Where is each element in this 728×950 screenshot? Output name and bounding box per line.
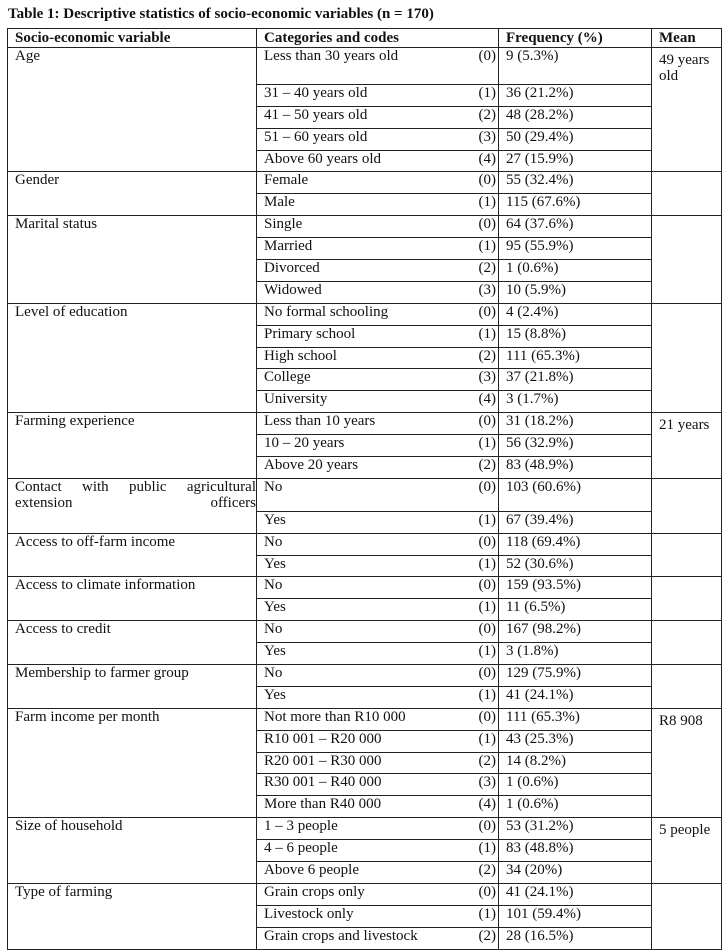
mean-cell: [652, 577, 722, 599]
category-cell: No: [257, 478, 456, 511]
table-row: [8, 216, 722, 238]
frequency-cell: 55 (32.4%): [499, 172, 652, 194]
code-cell: (2): [456, 260, 499, 282]
frequency-cell: 14 (8.2%): [499, 752, 652, 774]
code-cell: (2): [456, 752, 499, 774]
category-cell: Yes: [257, 555, 456, 577]
code-cell: (1): [456, 325, 499, 347]
mean-cell: [652, 128, 722, 150]
mean-cell: [652, 216, 722, 238]
frequency-cell: 103 (60.6%): [499, 478, 652, 511]
code-cell: (1): [456, 435, 499, 457]
code-cell: (0): [456, 413, 499, 435]
variable-name: Contact with public agricultural extension officers: [15, 478, 256, 512]
table-row: [8, 708, 722, 730]
frequency-cell: 1 (0.6%): [499, 774, 652, 796]
table-row: [8, 303, 722, 325]
code-cell: (1): [456, 643, 499, 665]
category-cell: 41 – 50 years old: [257, 106, 456, 128]
category-cell: Male: [257, 194, 456, 216]
variable-name: Access to climate information: [15, 577, 196, 594]
table-row: [8, 369, 722, 391]
header-frequency: Frequency (%): [499, 29, 652, 48]
table-row: [8, 391, 722, 413]
category-cell: University: [257, 391, 456, 413]
variable-cell: [8, 643, 257, 665]
variable-name: Size of household: [15, 818, 123, 835]
frequency-cell: 3 (1.7%): [499, 391, 652, 413]
table-row: [8, 730, 722, 752]
category-cell: Grain crops and livestock: [257, 927, 456, 949]
mean-cell: [652, 238, 722, 260]
header-row: [8, 29, 722, 48]
frequency-cell: 43 (25.3%): [499, 730, 652, 752]
code-cell: (0): [456, 478, 499, 511]
table-row: [8, 905, 722, 927]
mean-cell: [652, 927, 722, 949]
table-caption: Table 1: Descriptive statistics of socio-economic variables (n = 170): [8, 6, 434, 22]
variable-cell: [8, 905, 257, 927]
variable-cell: [8, 457, 257, 479]
frequency-cell: 36 (21.2%): [499, 84, 652, 106]
mean-cell: [652, 194, 722, 216]
mean-cell: [652, 347, 722, 369]
mean-cell: [652, 840, 722, 862]
code-cell: (2): [456, 347, 499, 369]
code-cell: (2): [456, 106, 499, 128]
table-row: [8, 325, 722, 347]
mean-cell: [652, 533, 722, 555]
code-cell: (0): [456, 303, 499, 325]
variable-cell: [8, 621, 257, 643]
variable-name: Membership to farmer group: [15, 665, 189, 682]
table-row: [8, 665, 722, 687]
code-cell: (1): [456, 730, 499, 752]
code-cell: (3): [456, 369, 499, 391]
code-cell: (1): [456, 84, 499, 106]
mean-cell: [652, 774, 722, 796]
table-row: [8, 48, 722, 85]
variable-cell: [8, 172, 257, 194]
code-cell: (0): [456, 818, 499, 840]
code-cell: (1): [456, 511, 499, 533]
statistics-table: [7, 28, 722, 950]
mean-cell: [652, 621, 722, 643]
table-row: [8, 621, 722, 643]
category-cell: Divorced: [257, 260, 456, 282]
table-row: [8, 555, 722, 577]
mean-cell: [652, 862, 722, 884]
category-cell: 31 – 40 years old: [257, 84, 456, 106]
variable-cell: [8, 435, 257, 457]
variable-name: Age: [15, 48, 40, 64]
table-row: [8, 774, 722, 796]
variable-cell: [8, 216, 257, 238]
variable-cell: [8, 150, 257, 172]
variable-name: Level of education: [15, 303, 128, 320]
mean-cell: [652, 643, 722, 665]
variable-name: Farm income per month: [15, 708, 160, 725]
category-cell: Above 20 years: [257, 457, 456, 479]
variable-cell: [8, 238, 257, 260]
frequency-cell: 53 (31.2%): [499, 818, 652, 840]
header-categories: Categories and codes: [257, 29, 499, 48]
code-cell: (0): [456, 172, 499, 194]
mean-cell: [652, 48, 722, 85]
mean-cell: [652, 665, 722, 687]
mean-cell: [652, 150, 722, 172]
table-row: [8, 686, 722, 708]
code-cell: (2): [456, 457, 499, 479]
table-row: [8, 643, 722, 665]
frequency-cell: 56 (32.9%): [499, 435, 652, 457]
mean-cell: [652, 435, 722, 457]
variable-name: Access to off-farm income: [15, 533, 176, 550]
frequency-cell: 15 (8.8%): [499, 325, 652, 347]
category-cell: Single: [257, 216, 456, 238]
category-cell: Married: [257, 238, 456, 260]
table-row: [8, 238, 722, 260]
frequency-cell: 27 (15.9%): [499, 150, 652, 172]
frequency-cell: 1 (0.6%): [499, 260, 652, 282]
variable-cell: [8, 730, 257, 752]
mean-cell: [652, 303, 722, 325]
frequency-cell: 48 (28.2%): [499, 106, 652, 128]
frequency-cell: 115 (67.6%): [499, 194, 652, 216]
category-cell: Female: [257, 172, 456, 194]
mean-cell: [652, 260, 722, 282]
category-cell: Above 60 years old: [257, 150, 456, 172]
frequency-cell: 111 (65.3%): [499, 347, 652, 369]
mean-cell: [652, 369, 722, 391]
variable-cell: [8, 84, 257, 106]
table-row: [8, 533, 722, 555]
mean-cell: [652, 818, 722, 840]
mean-cell: [652, 325, 722, 347]
mean-cell: [652, 106, 722, 128]
table-row: [8, 599, 722, 621]
table-row: [8, 84, 722, 106]
frequency-cell: 64 (37.6%): [499, 216, 652, 238]
mean-cell: [652, 599, 722, 621]
mean-cell: [652, 281, 722, 303]
code-cell: (2): [456, 927, 499, 949]
variable-cell: [8, 106, 257, 128]
frequency-cell: 167 (98.2%): [499, 621, 652, 643]
frequency-cell: 159 (93.5%): [499, 577, 652, 599]
code-cell: (0): [456, 533, 499, 555]
variable-cell: [8, 478, 257, 511]
variable-cell: [8, 577, 257, 599]
category-cell: Primary school: [257, 325, 456, 347]
mean-cell: [652, 708, 722, 730]
code-cell: (0): [456, 48, 499, 85]
table-row: [8, 478, 722, 511]
variable-cell: [8, 555, 257, 577]
variable-cell: [8, 796, 257, 818]
category-cell: 1 – 3 people: [257, 818, 456, 840]
category-cell: Above 6 people: [257, 862, 456, 884]
category-cell: Yes: [257, 599, 456, 621]
category-cell: Widowed: [257, 281, 456, 303]
frequency-cell: 41 (24.1%): [499, 883, 652, 905]
category-cell: No: [257, 665, 456, 687]
variable-cell: [8, 599, 257, 621]
variable-name: Farming experience: [15, 413, 135, 430]
frequency-cell: 83 (48.8%): [499, 840, 652, 862]
category-cell: 51 – 60 years old: [257, 128, 456, 150]
code-cell: (1): [456, 840, 499, 862]
mean-cell: [652, 511, 722, 533]
category-cell: More than R40 000: [257, 796, 456, 818]
mean-cell: [652, 905, 722, 927]
variable-cell: [8, 128, 257, 150]
frequency-cell: 129 (75.9%): [499, 665, 652, 687]
category-cell: 4 – 6 people: [257, 840, 456, 862]
table-row: [8, 281, 722, 303]
table-row: [8, 172, 722, 194]
mean-cell: [652, 172, 722, 194]
category-cell: No: [257, 621, 456, 643]
code-cell: (0): [456, 577, 499, 599]
table-row: [8, 840, 722, 862]
frequency-cell: 111 (65.3%): [499, 708, 652, 730]
frequency-cell: 31 (18.2%): [499, 413, 652, 435]
category-cell: Less than 10 years: [257, 413, 456, 435]
frequency-cell: 34 (20%): [499, 862, 652, 884]
variable-cell: [8, 665, 257, 687]
code-cell: (0): [456, 621, 499, 643]
category-cell: Yes: [257, 643, 456, 665]
category-cell: Not more than R10 000: [257, 708, 456, 730]
category-cell: Yes: [257, 686, 456, 708]
variable-cell: [8, 708, 257, 730]
mean-cell: [652, 391, 722, 413]
variable-cell: [8, 511, 257, 533]
table-row: [8, 194, 722, 216]
category-cell: Grain crops only: [257, 883, 456, 905]
table-row: [8, 435, 722, 457]
variable-cell: [8, 260, 257, 282]
frequency-cell: 95 (55.9%): [499, 238, 652, 260]
table-row: [8, 150, 722, 172]
category-cell: Yes: [257, 511, 456, 533]
variable-cell: [8, 883, 257, 905]
frequency-cell: 118 (69.4%): [499, 533, 652, 555]
code-cell: (1): [456, 194, 499, 216]
code-cell: (3): [456, 281, 499, 303]
mean-value: 5 people: [659, 822, 711, 839]
table-row: [8, 577, 722, 599]
frequency-cell: 83 (48.9%): [499, 457, 652, 479]
code-cell: (3): [456, 128, 499, 150]
table-row: [8, 862, 722, 884]
frequency-cell: 11 (6.5%): [499, 599, 652, 621]
mean-cell: [652, 555, 722, 577]
frequency-cell: 52 (30.6%): [499, 555, 652, 577]
code-cell: (1): [456, 555, 499, 577]
table-row: [8, 818, 722, 840]
frequency-cell: 10 (5.9%): [499, 281, 652, 303]
code-cell: (0): [456, 665, 499, 687]
table-row: [8, 260, 722, 282]
mean-cell: [652, 730, 722, 752]
category-cell: R10 001 – R20 000: [257, 730, 456, 752]
category-cell: College: [257, 369, 456, 391]
category-cell: R30 001 – R40 000: [257, 774, 456, 796]
table-row: [8, 511, 722, 533]
code-cell: (3): [456, 774, 499, 796]
table-row: [8, 752, 722, 774]
category-cell: Less than 30 years old: [257, 48, 456, 85]
variable-cell: [8, 533, 257, 555]
frequency-cell: 67 (39.4%): [499, 511, 652, 533]
table-row: [8, 796, 722, 818]
frequency-cell: 37 (21.8%): [499, 369, 652, 391]
code-cell: (1): [456, 686, 499, 708]
variable-cell: [8, 686, 257, 708]
variable-cell: [8, 927, 257, 949]
variable-cell: [8, 325, 257, 347]
mean-value: 21 years: [659, 417, 710, 434]
frequency-cell: 28 (16.5%): [499, 927, 652, 949]
table-row: [8, 347, 722, 369]
mean-cell: [652, 796, 722, 818]
category-cell: Livestock only: [257, 905, 456, 927]
category-cell: No: [257, 533, 456, 555]
code-cell: (1): [456, 905, 499, 927]
mean-cell: [652, 883, 722, 905]
code-cell: (4): [456, 391, 499, 413]
variable-cell: [8, 281, 257, 303]
table-row: [8, 413, 722, 435]
variable-cell: [8, 752, 257, 774]
mean-cell: [652, 84, 722, 106]
category-cell: No formal schooling: [257, 303, 456, 325]
header-mean: Mean: [652, 29, 722, 48]
variable-cell: [8, 194, 257, 216]
frequency-cell: 101 (59.4%): [499, 905, 652, 927]
category-cell: R20 001 – R30 000: [257, 752, 456, 774]
variable-name: Type of farming: [15, 883, 113, 900]
variable-cell: [8, 303, 257, 325]
mean-cell: [652, 478, 722, 511]
code-cell: (2): [456, 862, 499, 884]
mean-cell: [652, 686, 722, 708]
table-row: [8, 106, 722, 128]
variable-cell: [8, 391, 257, 413]
category-cell: 10 – 20 years: [257, 435, 456, 457]
variable-cell: [8, 347, 257, 369]
category-cell: No: [257, 577, 456, 599]
frequency-cell: 9 (5.3%): [499, 48, 652, 85]
frequency-cell: 50 (29.4%): [499, 128, 652, 150]
frequency-cell: 1 (0.6%): [499, 796, 652, 818]
mean-cell: [652, 413, 722, 435]
variable-name: Marital status: [15, 216, 98, 233]
code-cell: (4): [456, 150, 499, 172]
mean-value: R8 908: [659, 712, 703, 729]
mean-value: 49 years old: [659, 52, 710, 85]
frequency-cell: 3 (1.8%): [499, 643, 652, 665]
variable-cell: [8, 48, 257, 85]
variable-name: Gender: [15, 172, 60, 189]
table-row: [8, 457, 722, 479]
variable-cell: [8, 369, 257, 391]
table-row: [8, 128, 722, 150]
table-body: [8, 48, 722, 950]
variable-cell: [8, 413, 257, 435]
category-cell: High school: [257, 347, 456, 369]
mean-cell: [652, 457, 722, 479]
frequency-cell: 4 (2.4%): [499, 303, 652, 325]
code-cell: (4): [456, 796, 499, 818]
code-cell: (1): [456, 238, 499, 260]
header-variable: Socio-economic variable: [8, 29, 257, 48]
code-cell: (0): [456, 216, 499, 238]
variable-cell: [8, 862, 257, 884]
code-cell: (1): [456, 599, 499, 621]
variable-cell: [8, 774, 257, 796]
table-row: [8, 927, 722, 949]
code-cell: (0): [456, 883, 499, 905]
mean-cell: [652, 752, 722, 774]
table-row: [8, 883, 722, 905]
frequency-cell: 41 (24.1%): [499, 686, 652, 708]
variable-name: Access to credit: [15, 621, 111, 638]
variable-cell: [8, 840, 257, 862]
variable-cell: [8, 818, 257, 840]
code-cell: (0): [456, 708, 499, 730]
